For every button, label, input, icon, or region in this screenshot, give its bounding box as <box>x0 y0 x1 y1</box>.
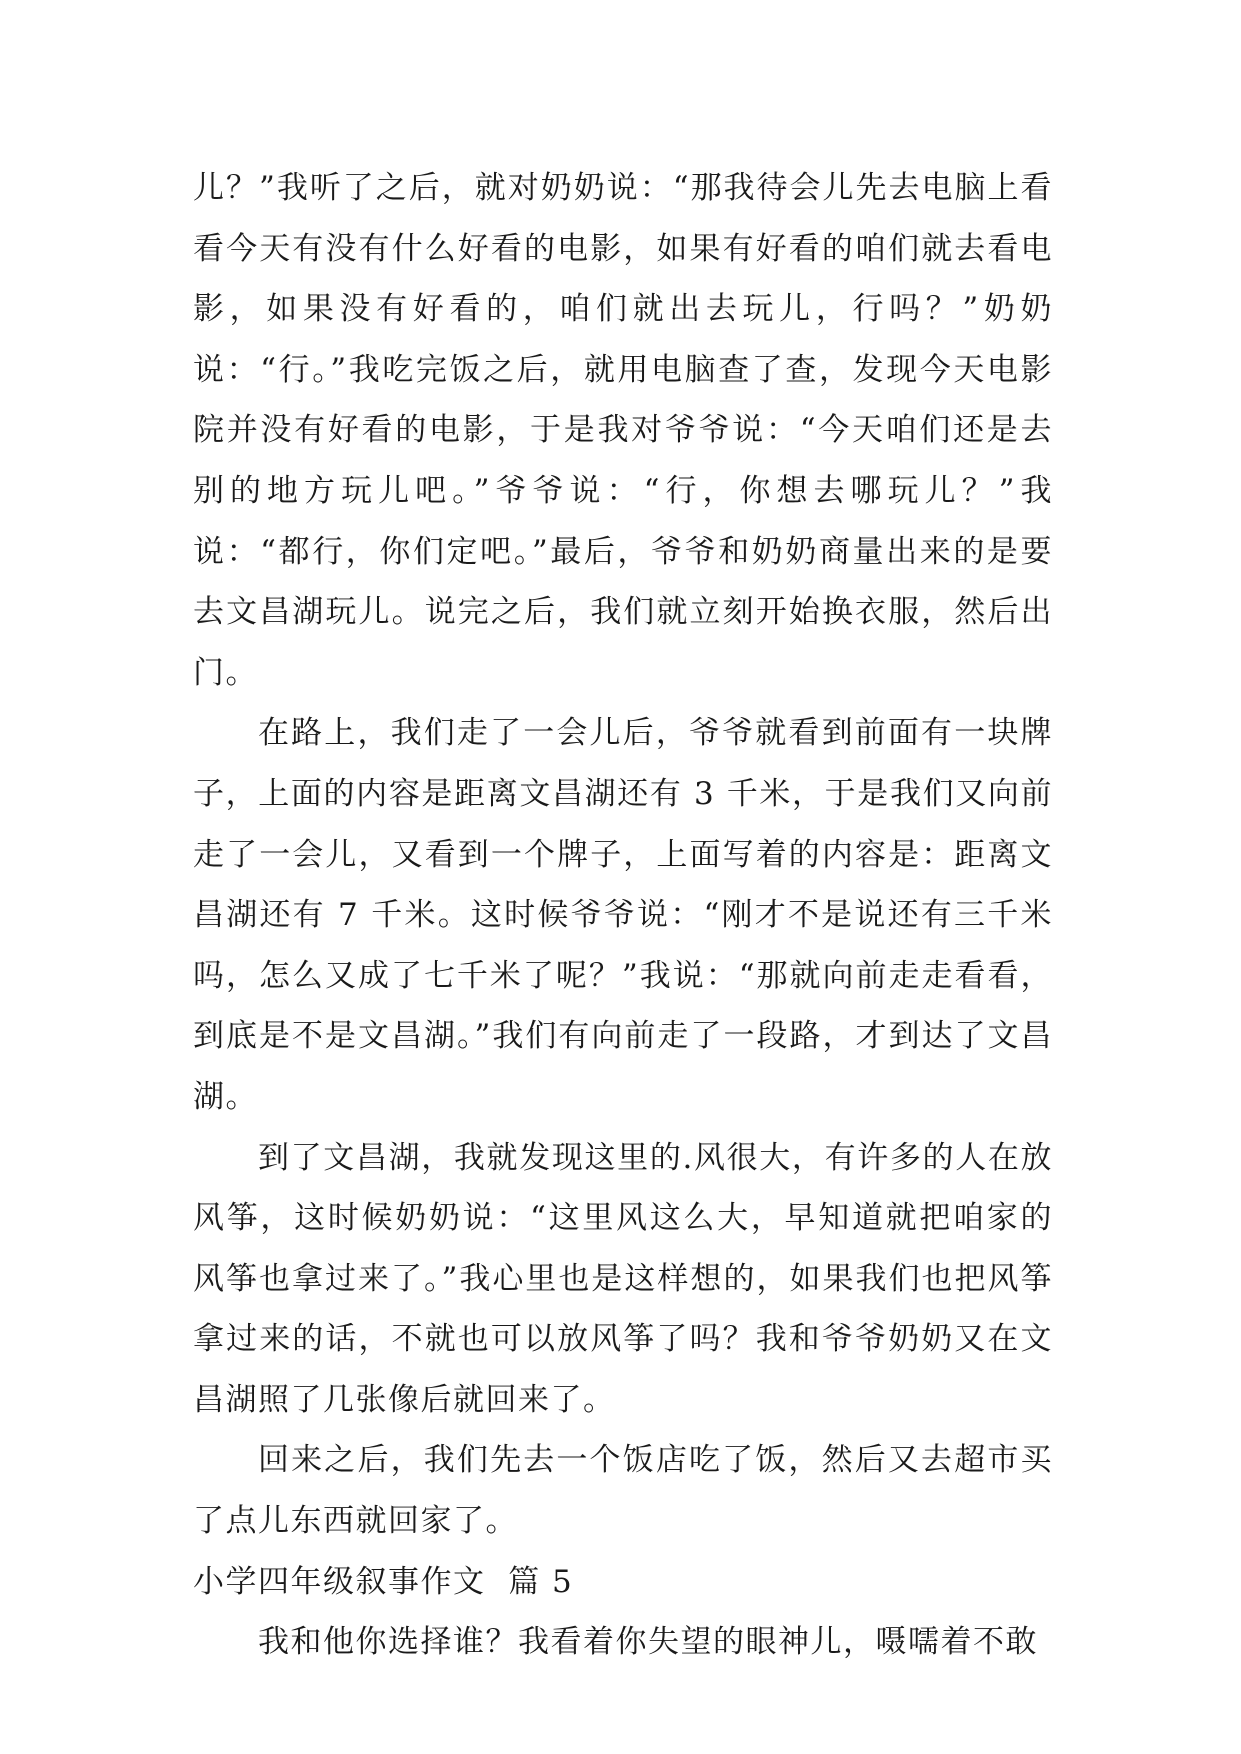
document-body <box>193 158 1053 1673</box>
section-heading: 小学四年级叙事作文 篇 5 <box>193 1563 574 1600</box>
paragraph-3: 到了文昌湖，我就发现这里的.风很大，有许多的人在放风筝，这时候奶奶说：“这里风这么大，早知道就把咱家的风筝也拿过来了。”我心里也是这样想的，如果我们也把风筝拿过来的话，不就也可以放风筝了吗？我和爷爷奶奶又在文昌湖照了几张像后就回来了。 <box>193 1139 1053 1418</box>
paragraph-4: 回来之后，我们先去一个饭店吃了饭，然后又去超市买了点儿东西就回家了。 <box>193 1442 1053 1540</box>
paragraph-5: 我和他你选择谁？我看着你失望的眼神儿，嗫嚅着不敢 <box>258 1624 1038 1661</box>
paragraph-1: 儿？”我听了之后，就对奶奶说：“那我待会儿先去电脑上看看今天有没有什么好看的电影，如果有好看的咱们就去看电影，如果没有好看的，咱们就出去玩儿，行吗？”奶奶说：“行。”我吃完饭之后，就用电脑查了查，发现今天电影院并没有好看的电影，于是我对爷爷说：“今天咱们还是去别的地方玩儿吧。”爷爷说：“行，你想去哪玩儿？”我说：“都行，你们定吧。”最后，爷爷和奶奶商量出来的是要去文昌湖玩儿。说完之后，我们就立刻开始换衣服，然后出门。 <box>193 170 1053 691</box>
paragraph-2: 在路上，我们走了一会儿后，爷爷就看到前面有一块牌子，上面的内容是距离文昌湖还有 3 千米，于是我们又向前走了一会儿，又看到一个牌子，上面写着的内容是：距离文昌湖还有 7 千米。这时候爷爷说：“刚才不是说还有三千米吗，怎么又成了七千米了呢？”我说：“那就向前走走看看，到底是不是文昌湖。”我们有向前走了一段路，才到达了文昌湖。 <box>193 715 1053 1115</box>
